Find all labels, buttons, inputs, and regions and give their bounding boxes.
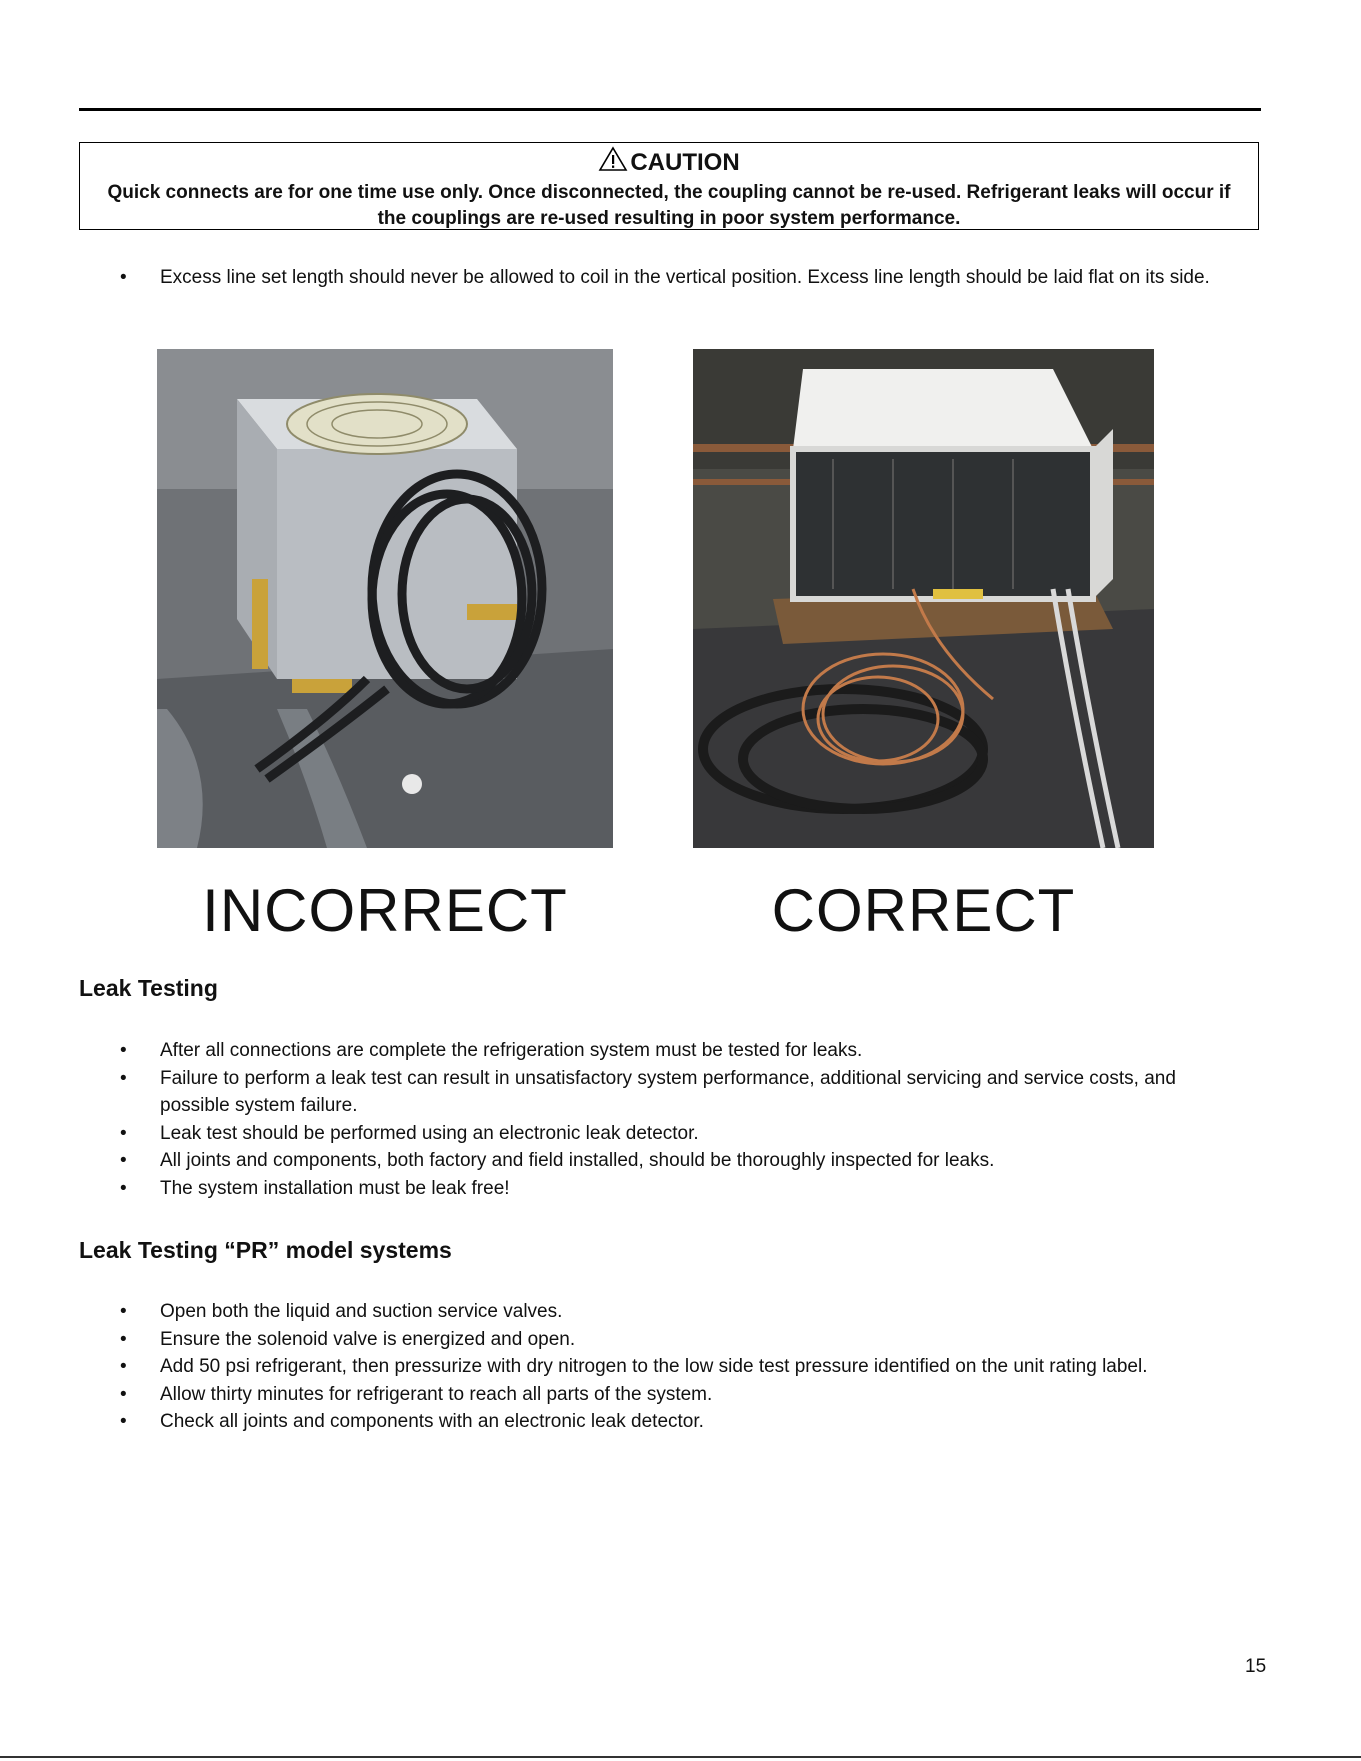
list-item: • All joints and components, both factory and field installed, should be thoroughly inspected for leaks.	[120, 1147, 1230, 1175]
list-item: • Excess line set length should never be allowed to coil in the vertical position. Excess line length should be laid flat on its side.	[120, 264, 1230, 292]
correct-label: CORRECT	[771, 877, 1076, 944]
incorrect-photo	[157, 349, 613, 848]
caution-text: Quick connects are for one time use only. Once disconnected, the coupling cannot be re-used. Refrigerant leaks will occur if the couplings are re-used resulting in poor system performance.	[107, 182, 1231, 229]
page-number: 15	[1245, 1656, 1267, 1677]
list-item: • Add 50 psi refrigerant, then pressurize with dry nitrogen to the low side test pressure identified on the unit rating label.	[120, 1353, 1230, 1381]
leak-testing-heading: Leak Testing	[79, 975, 218, 1001]
header-rule	[79, 108, 1261, 111]
list-item: • Allow thirty minutes for refrigerant to reach all parts of the system.	[120, 1381, 1230, 1409]
list-item: • Leak test should be performed using an electronic leak detector.	[120, 1120, 1230, 1148]
caution-heading	[80, 146, 1258, 180]
list-item: • The system installation must be leak free!	[120, 1175, 1230, 1203]
list-item: • After all connections are complete the refrigeration system must be tested for leaks.	[120, 1037, 1230, 1065]
correct-photo	[693, 349, 1154, 848]
caution-title: CAUTION	[630, 149, 740, 176]
list-item: • Open both the liquid and suction service valves.	[120, 1298, 1230, 1326]
list-item: • Failure to perform a leak test can result in unsatisfactory system performance, additional servicing and service costs, and possible system failure.	[120, 1065, 1230, 1120]
pr-testing-heading: Leak Testing “PR” model systems	[79, 1237, 452, 1263]
intro-bullet-list	[120, 264, 1230, 292]
warning-triangle-icon	[598, 146, 628, 180]
incorrect-label: INCORRECT	[202, 877, 568, 944]
caution-box	[79, 142, 1259, 230]
footer-rule	[0, 1756, 1361, 1758]
leak-testing-bullet-list	[120, 1037, 1230, 1202]
pr-testing-bullet-list	[120, 1298, 1230, 1436]
list-item: • Check all joints and components with an electronic leak detector.	[120, 1408, 1230, 1436]
list-item: • Ensure the solenoid valve is energized and open.	[120, 1326, 1230, 1354]
